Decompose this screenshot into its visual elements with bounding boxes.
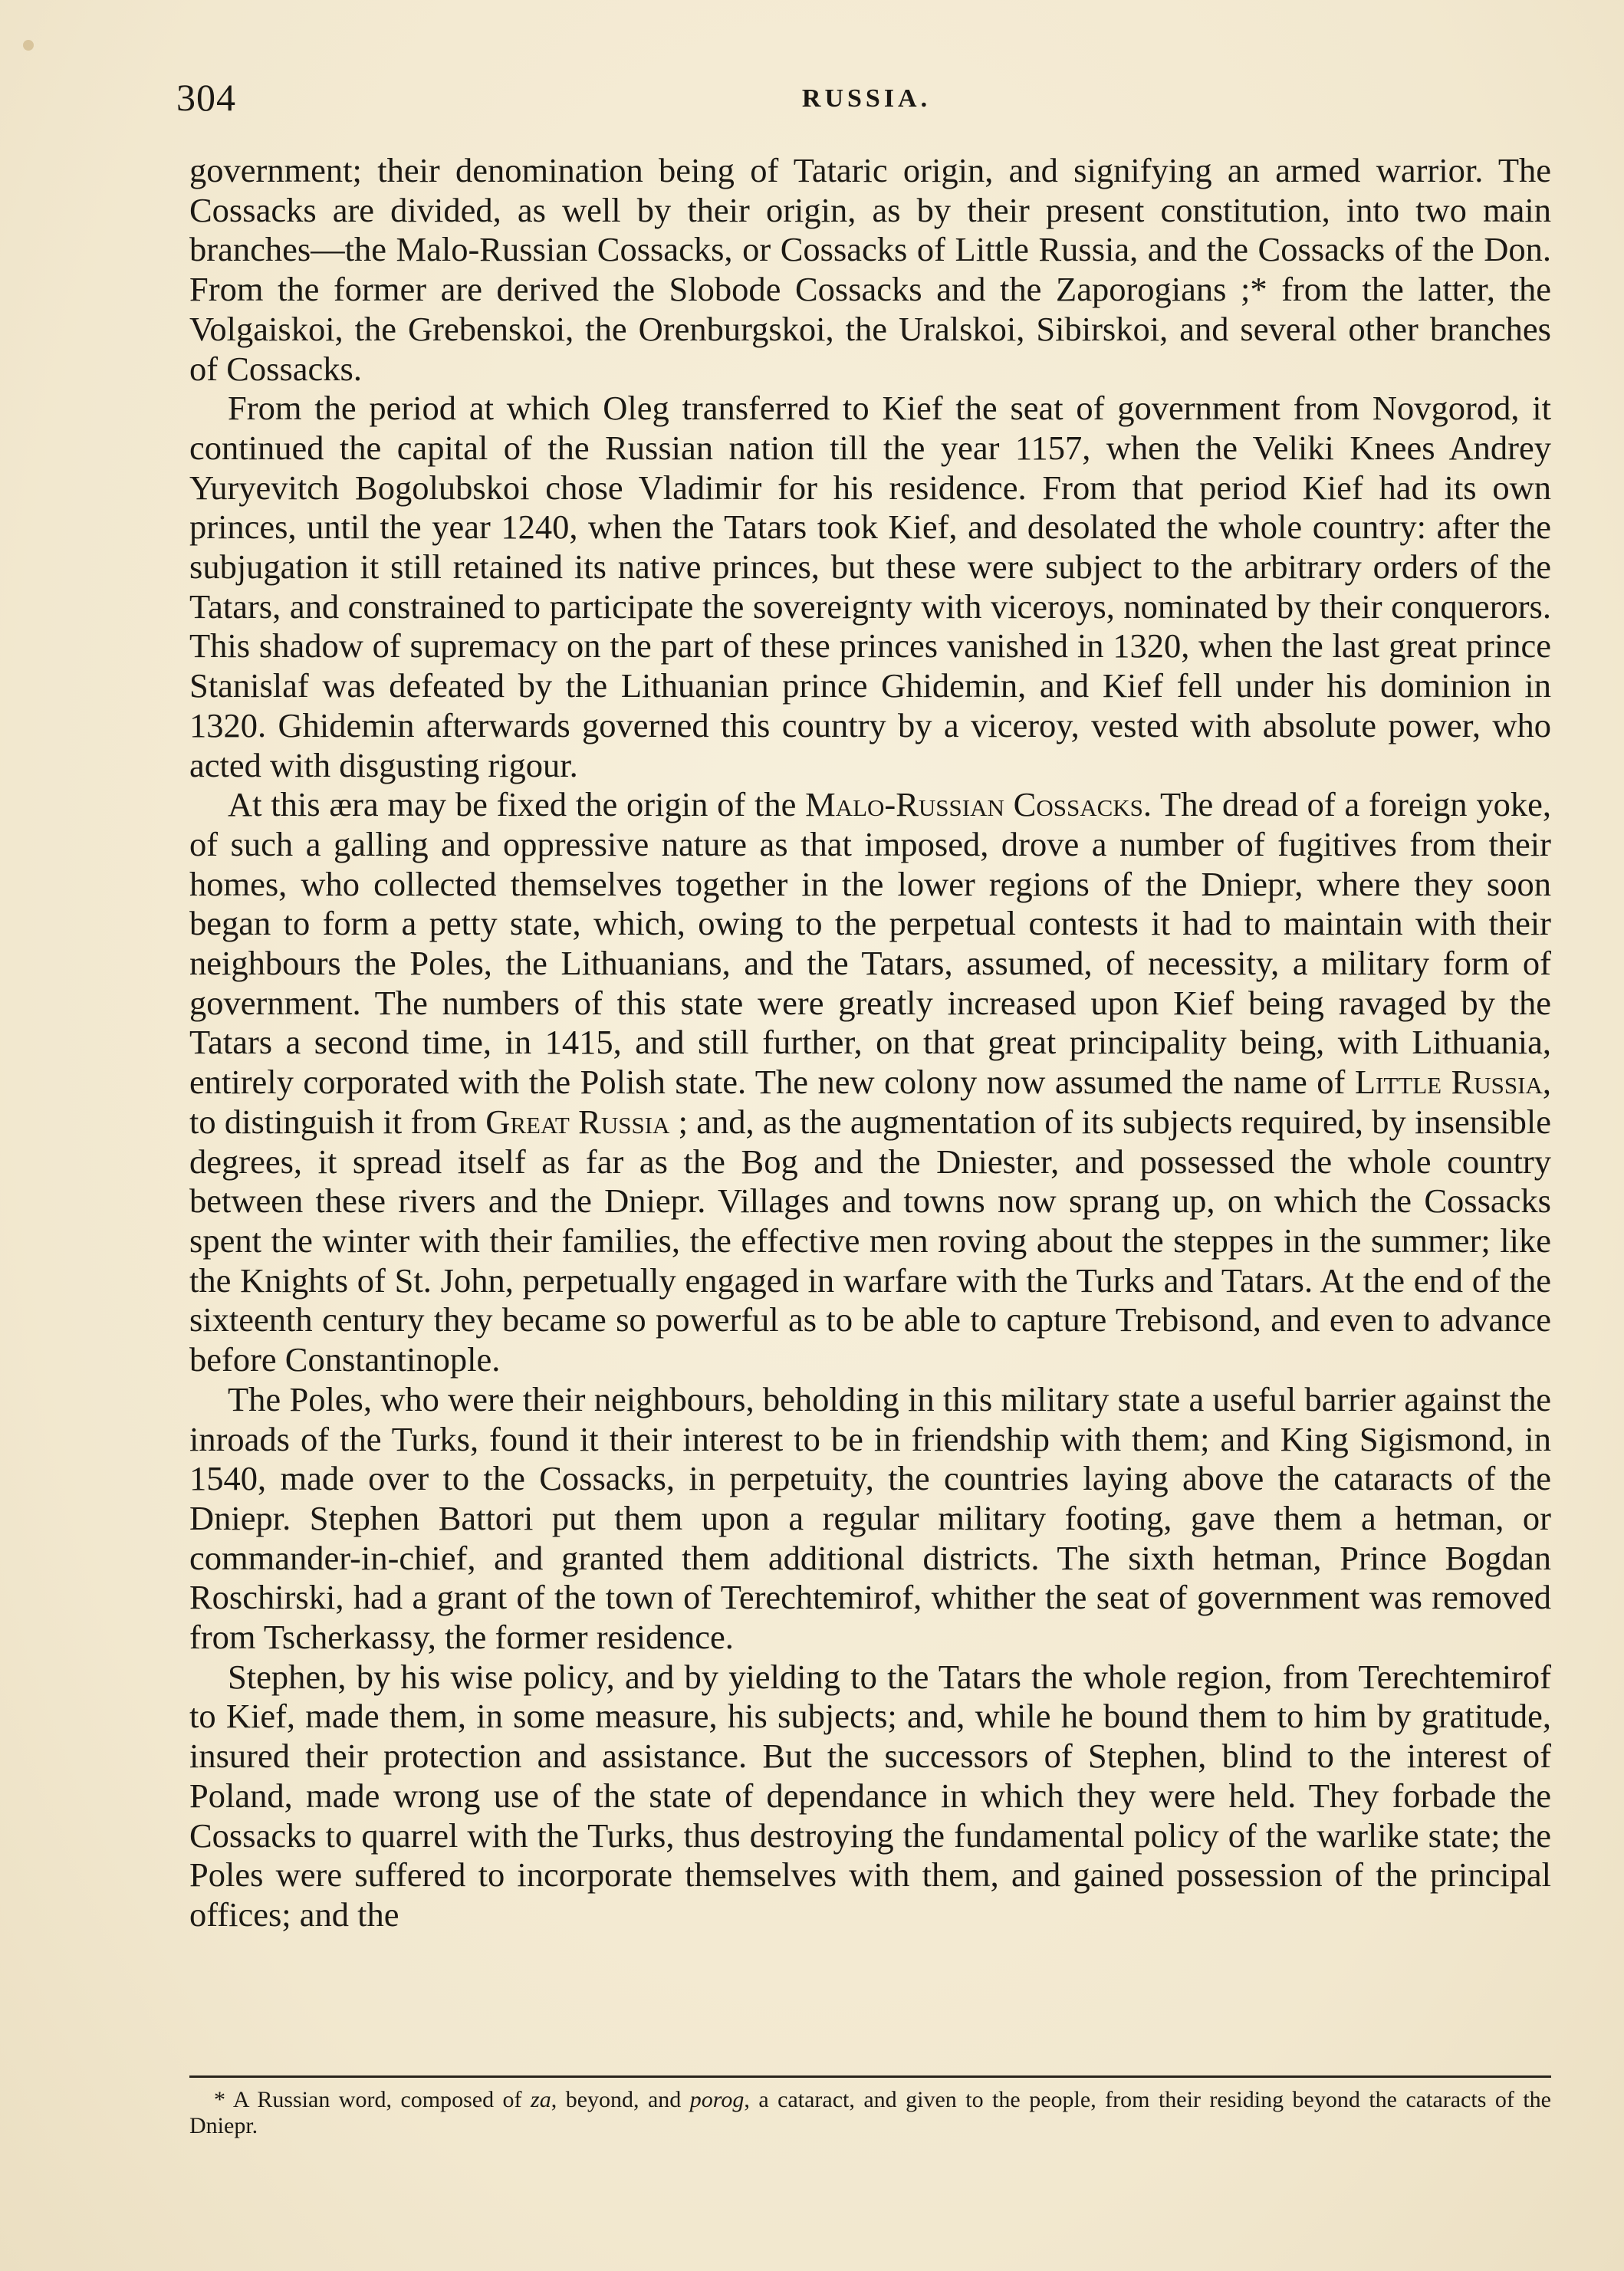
paragraph-text: , to distinguish it from: [189, 1063, 1551, 1141]
paragraph-text: From the period at which Oleg transferred to Kief the seat of government from Novgorod, it continued the capital of the Russian nation till the year 1157, when the Veliki Knees Andrey Yuryevitch Bogolubskoi chose Vladimir for his residence. From that period Kief had its own princes, until the year 1240, when the Tatars took Kief, and desolated the whole country: after the subjugation it still retained its native princes, but these were subject to the arbitrary orders of the Tatars, and constrained to participate the sovereignty with viceroys, nominated by their conquerors. This shadow of supremacy on the part of these princes vanished in 1320, when the last great prince Stanislaf was defeated by the Lithuanian prince Ghidemin, and Kief fell under his dominion in 1320. Ghidemin afterwards governed this country by a viceroy, vested with absolute power, who acted with disgusting rigour.: [189, 389, 1551, 784]
paragraph-poles: [189, 1380, 1551, 1658]
paper-stain: [23, 40, 34, 51]
running-head: [176, 75, 1557, 121]
footnote-text: * A Russian word, composed of: [214, 2087, 531, 2112]
footnote-text: , beyond, and: [551, 2087, 690, 2112]
footnote-term: za: [531, 2087, 551, 2112]
paragraph-text: Stephen, by his wise policy, and by yielding to the Tatars the whole region, from Terechtemirof to Kief, made them, in some measure, his subjects; and, while he bound them to him by gratitude, insured their protection and assistance. But the successors of Stephen, blind to the interest of Poland, made wrong use of the state of dependance in which they were held. They forbade the Cossacks to quarrel with the Turks, thus destroying the fundamental policy of the warlike state; the Poles were suffered to incorporate themselves with them, and gained possession of the principal offices; and the: [189, 1657, 1551, 1934]
footnote-term: porog: [689, 2087, 745, 2112]
paragraph-cossack-branches: [189, 151, 1551, 389]
body-text: [189, 151, 1551, 1935]
paragraph-text: ; and, as the augmentation of its subjects required, by insensible degrees, it spread itself as far as the Bog and the Dniester, and possessed the whole country between these rivers and the Dniepr. Villages and towns now sprang up, on which the Cossacks spent the winter with their families, the effective men roving about the steppes in the summer; like the Knights of St. John, perpetually engaged in warfare with the Turks and Tatars. At the end of the sixteenth century they became so powerful as to be able to capture Trebisond, and even to advance before Constantinople.: [189, 1102, 1552, 1379]
running-title: RUSSIA.: [801, 84, 932, 113]
footnote: [189, 2087, 1551, 2139]
paragraph-text: The Poles, who were their neighbours, beholding in this military state a useful barrier against the inroads of the Turks, found it their interest to be in friendship with them; and King Sigismond, in 1540, made over to the Cossacks, in perpetuity, the countries laying above the cataracts of the Dniepr. Stephen Battori put them upon a regular military footing, gave them a hetman, or commander-in-chief, and granted them additional districts. The sixth hetman, Prince Bogdan Roschirski, had a grant of the town of Terechtemirof, whither the seat of government was removed from Tscherkassy, the former residence.: [189, 1379, 1551, 1657]
small-caps-term: Great Russia: [485, 1102, 670, 1141]
paragraph-text: government; their denomination being of Tataric origin, and signifying an armed warrior. The Cossacks are divided, as well by their origin, as by their present constitution, into two main branches—the Malo-Russian Cossacks, or Cossacks of Little Russia, and the Cossacks of the Don. From the former are derived the Slobode Cossacks and the Zaporogians ;* from the latter, the Volgaiskoi, the Grebenskoi, the Orenburgskoi, the Uralskoi, Sibirskoi, and several other branches of Cossacks.: [189, 151, 1551, 388]
small-caps-term: Little Russia: [1354, 1063, 1543, 1102]
footnote-divider: [189, 2075, 1551, 2078]
paragraph-kief-history: [189, 389, 1551, 785]
paragraph-text: At this æra may be fixed the origin of the: [228, 785, 806, 824]
paragraph-malo-russian-origin: [189, 785, 1551, 1380]
paragraph-stephen: [189, 1658, 1551, 1935]
footnote-text: , a cataract, and given to the people, from their residing beyond the cataracts of the Dniepr.: [189, 2087, 1551, 2138]
small-caps-term: Malo-Russian Cossacks: [805, 785, 1143, 824]
paragraph-text: . The dread of a foreign yoke, of such a galling and oppressive nature as that imposed, drove a number of fugitives from their homes, who collected themselves together in the lower regions of the Dniepr, where they soon began to form a petty state, which, owing to the perpetual contests it had to maintain with their neighbours the Poles, the Lithuanians, and the Tatars, assumed, of necessity, a military form of government. The numbers of this state were greatly increased upon Kief being ravaged by the Tatars a second time, in 1415, and still further, on that great principality being, with Lithuania, entirely corporated with the Polish state. The new colony now assumed the name of: [189, 785, 1551, 1102]
page-number: 304: [176, 76, 236, 119]
